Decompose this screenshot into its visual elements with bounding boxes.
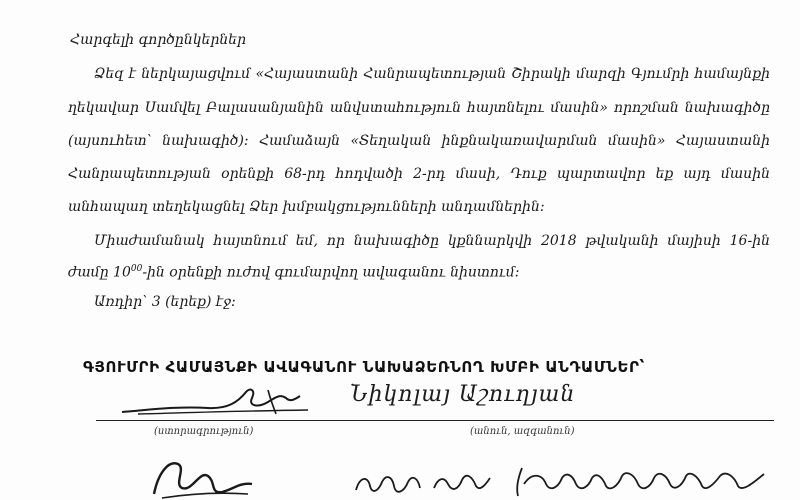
name-line xyxy=(340,420,774,421)
signature-caption: (ստորագրություն) xyxy=(154,426,254,437)
signature-scribble-1 xyxy=(118,384,318,420)
name-caption: (անուն, ազգանուն) xyxy=(470,426,575,437)
group-heading: ԳՅՈՒՄՐԻ ՀԱՄԱՅՆՔԻ ԱՎԱԳԱՆՈՒ ՆԱԽԱՁԵՌՆՈՂ ԽՄԲԻ ԱՆԴԱՄՆԵՐ՝ xyxy=(83,358,645,376)
greeting: Հարգելի գործընկերներ xyxy=(70,32,247,48)
paragraph1-line5: անհապաղ տեղեկացնել Ձեր խմբակցությունների անդամներին: xyxy=(68,199,545,215)
paragraph1-line1: Ձեզ է ներկայացվում «Հայաստանի Հանրապետության Շիրակի մարզի Գյումրի համայնքի xyxy=(94,66,770,82)
paragraph2-line2 xyxy=(68,264,520,281)
paragraph2-line1: Միաժամանակ հայտնում եմ, որ նախագիծը կքննարկվի 2018 թվականի մայիսի 16-ին xyxy=(94,233,770,249)
signature-scribble-2 xyxy=(148,454,258,500)
paragraph1-line3: (այսուհետ՝ նախագիծ): Համաձայն «Տեղական ինքնակառավարման մասին» Հայաստանի xyxy=(68,133,770,149)
attachment-note: Առդիր՝ 3 (երեք) էջ: xyxy=(94,294,236,310)
handwritten-name-2 xyxy=(352,462,772,500)
paragraph2-line2-prefix: ժամը 10 xyxy=(68,264,131,281)
paragraph2-line2-suffix: -ին օրենքի ուժով գումարվող ավագանու նիստում: xyxy=(142,264,520,281)
signature-line xyxy=(96,420,364,421)
paragraph1-line2: ղեկավար Սամվել Բալասանյանին անվստահություն հայտնելու մասին» որոշման նախագիծը xyxy=(68,100,770,116)
time-superscript: 00 xyxy=(130,264,143,274)
paragraph1-line4: Հանրապետության օրենքի 68-րդ հոդվածի 2-րդ մասի, Դուք պարտավոր եք այդ մասին xyxy=(68,166,770,182)
handwritten-name: Նիկոլայ Աշուղյան xyxy=(350,382,576,407)
